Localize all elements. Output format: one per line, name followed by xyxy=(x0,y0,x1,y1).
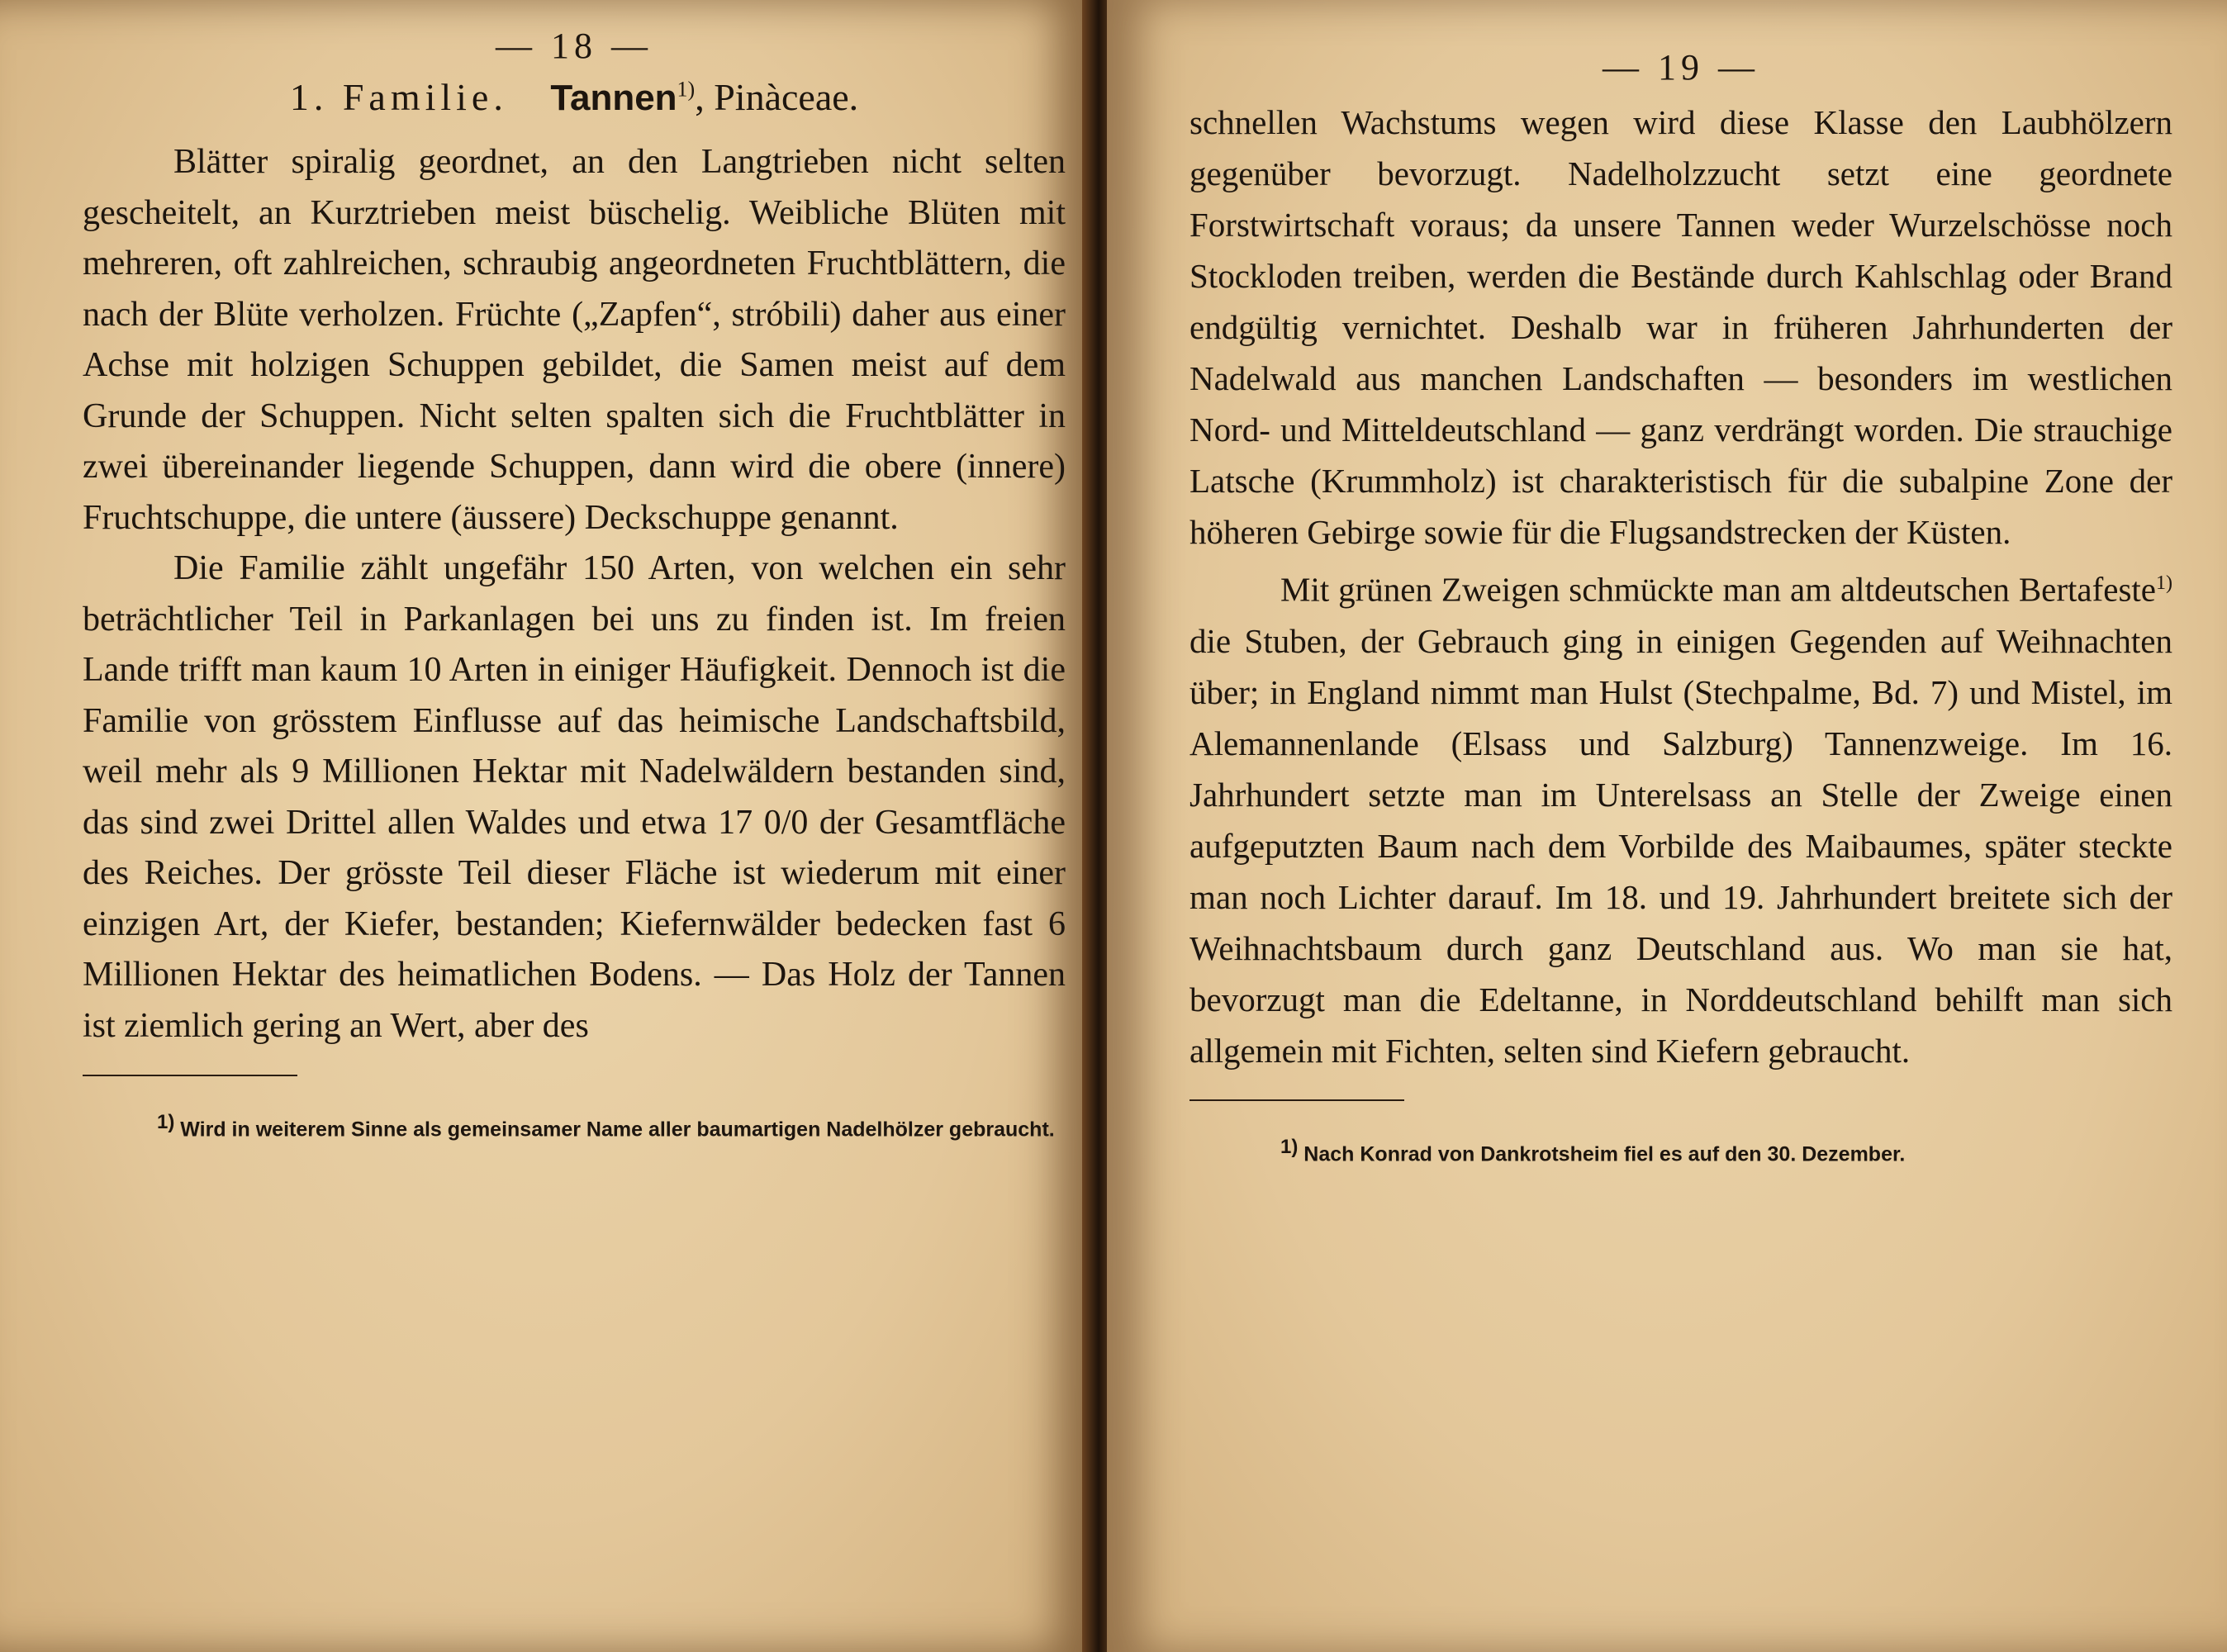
heading-family-number: 1. Familie. xyxy=(289,76,508,118)
paragraph: schnellen Wachstums wegen wird diese Klasse den Laubhölzern gegenüber bevorzugt. Nadelholzzucht setzt eine geordnete Forstwirtschaft voraus; da unsere Tannen weder Wurzelschösse noch Stockloden treiben, werden die Bestände durch Kahlschlag oder Brand endgültig vernichtet. Deshalb war in früheren Jahrhunderten der Nadelwald aus manchen Landschaften — besonders im westlichen Nord- und Mitteldeutschland — ganz verdrängt worden. Die strauchige Latsche (Krummholz) ist charakteristisch für die subalpine Zone der höheren Gebirge sowie für die Flugsandstrecken der Küsten. xyxy=(1189,103,2172,551)
footnote-marker: 1) xyxy=(2156,572,2172,594)
left-page-content xyxy=(83,25,1066,1142)
right-page xyxy=(1107,0,2227,1652)
chapter-heading xyxy=(83,75,1066,119)
footnote-marker: 1) xyxy=(677,77,696,102)
footnote-marker: 1) xyxy=(157,1111,175,1133)
paragraph xyxy=(1189,558,2172,1076)
footnote-text: Wird in weiterem Sinne als gemeinsamer Name aller baumartigen Nadelhölzer gebraucht. xyxy=(174,1118,1055,1142)
paragraph-text: Mit grünen Zweigen schmückte man am altdeutschen Bertafeste xyxy=(1280,570,2156,609)
heading-family-name: Tannen xyxy=(550,78,677,118)
right-page-content xyxy=(1189,46,2172,1167)
heading-latin-name: , Pinàceae. xyxy=(695,76,859,118)
footnote-divider xyxy=(83,1075,297,1076)
footnote-divider xyxy=(1189,1099,1404,1101)
footnote-marker: 1) xyxy=(1280,1135,1299,1158)
footnote xyxy=(83,1109,1066,1142)
footnote xyxy=(1189,1134,2172,1167)
left-page xyxy=(0,0,1090,1652)
paragraph: Blätter spiralig geordnet, an den Langtrieben nicht selten gescheitelt, an Kurztrieben meist büschelig. Weibliche Blüten mit mehreren, oft zahlreichen, schraubig angeordneten Fruchtblättern, die nach der Blüte verholzen. Früchte („Zapfen“, stróbili) daher aus einer Achse mit holzigen Schuppen gebildet, die Samen meist auf dem Grunde der Schuppen. Nicht selten spalten sich die Fruchtblätter in zwei übereinander liegende Schuppen, dann wird die obere (innere) Fruchtschuppe, die untere (äussere) Deckschuppe genannt. xyxy=(83,143,1066,537)
page-number: — 19 — xyxy=(1603,47,1759,88)
paragraph-text: die Stuben, der Gebrauch ging in einigen Gegenden auf Weihnachten über; in England nimmt man Hulst (Stechpalme, Bd. 7) und Mistel, im Alemannenlande (Elsass und Salzburg) Tannenzweige. Im 16. Jahrhundert setzte man im Unterelsass an Stelle der Zweige einen aufgeputzten Baum nach dem Vorbilde des Maibaumes, später steckte man noch Lichter darauf. Im 18. und 19. Jahrhundert breitete sich der Weihnachtsbaum durch ganz Deutschland aus. Wo man sie hat, bevorzugt man die Edeltanne, in Norddeutschland behilft man sich allgemein mit Fichten, selten sind Kiefern gebraucht. xyxy=(1189,621,2172,1070)
page-number: — 18 — xyxy=(496,26,653,66)
paragraph: Die Familie zählt ungefähr 150 Arten, von welchen ein sehr beträchtlicher Teil in Parkanlagen bei uns zu finden ist. Im freien Lande trifft man kaum 10 Arten in einiger Häufigkeit. Dennoch ist die Familie von grösstem Einflusse auf das heimische Landschaftsbild, weil mehr als 9 Millionen Hektar mit Nadelwäldern bestanden sind, das sind zwei Drittel allen Waldes und etwa 17 0/0 der Gesamtfläche des Reiches. Der grösste Teil dieser Fläche ist wiederum mit einer einzigen Art, der Kiefer, bestanden; Kiefernwälder bedecken fast 6 Millionen Hektar des heimatlichen Bodens. — Das Holz der Tannen ist ziemlich gering an Wert, aber des xyxy=(83,549,1066,1045)
footnote-text: Nach Konrad von Dankrotsheim fiel es auf den 30. Dezember. xyxy=(1298,1142,1906,1165)
